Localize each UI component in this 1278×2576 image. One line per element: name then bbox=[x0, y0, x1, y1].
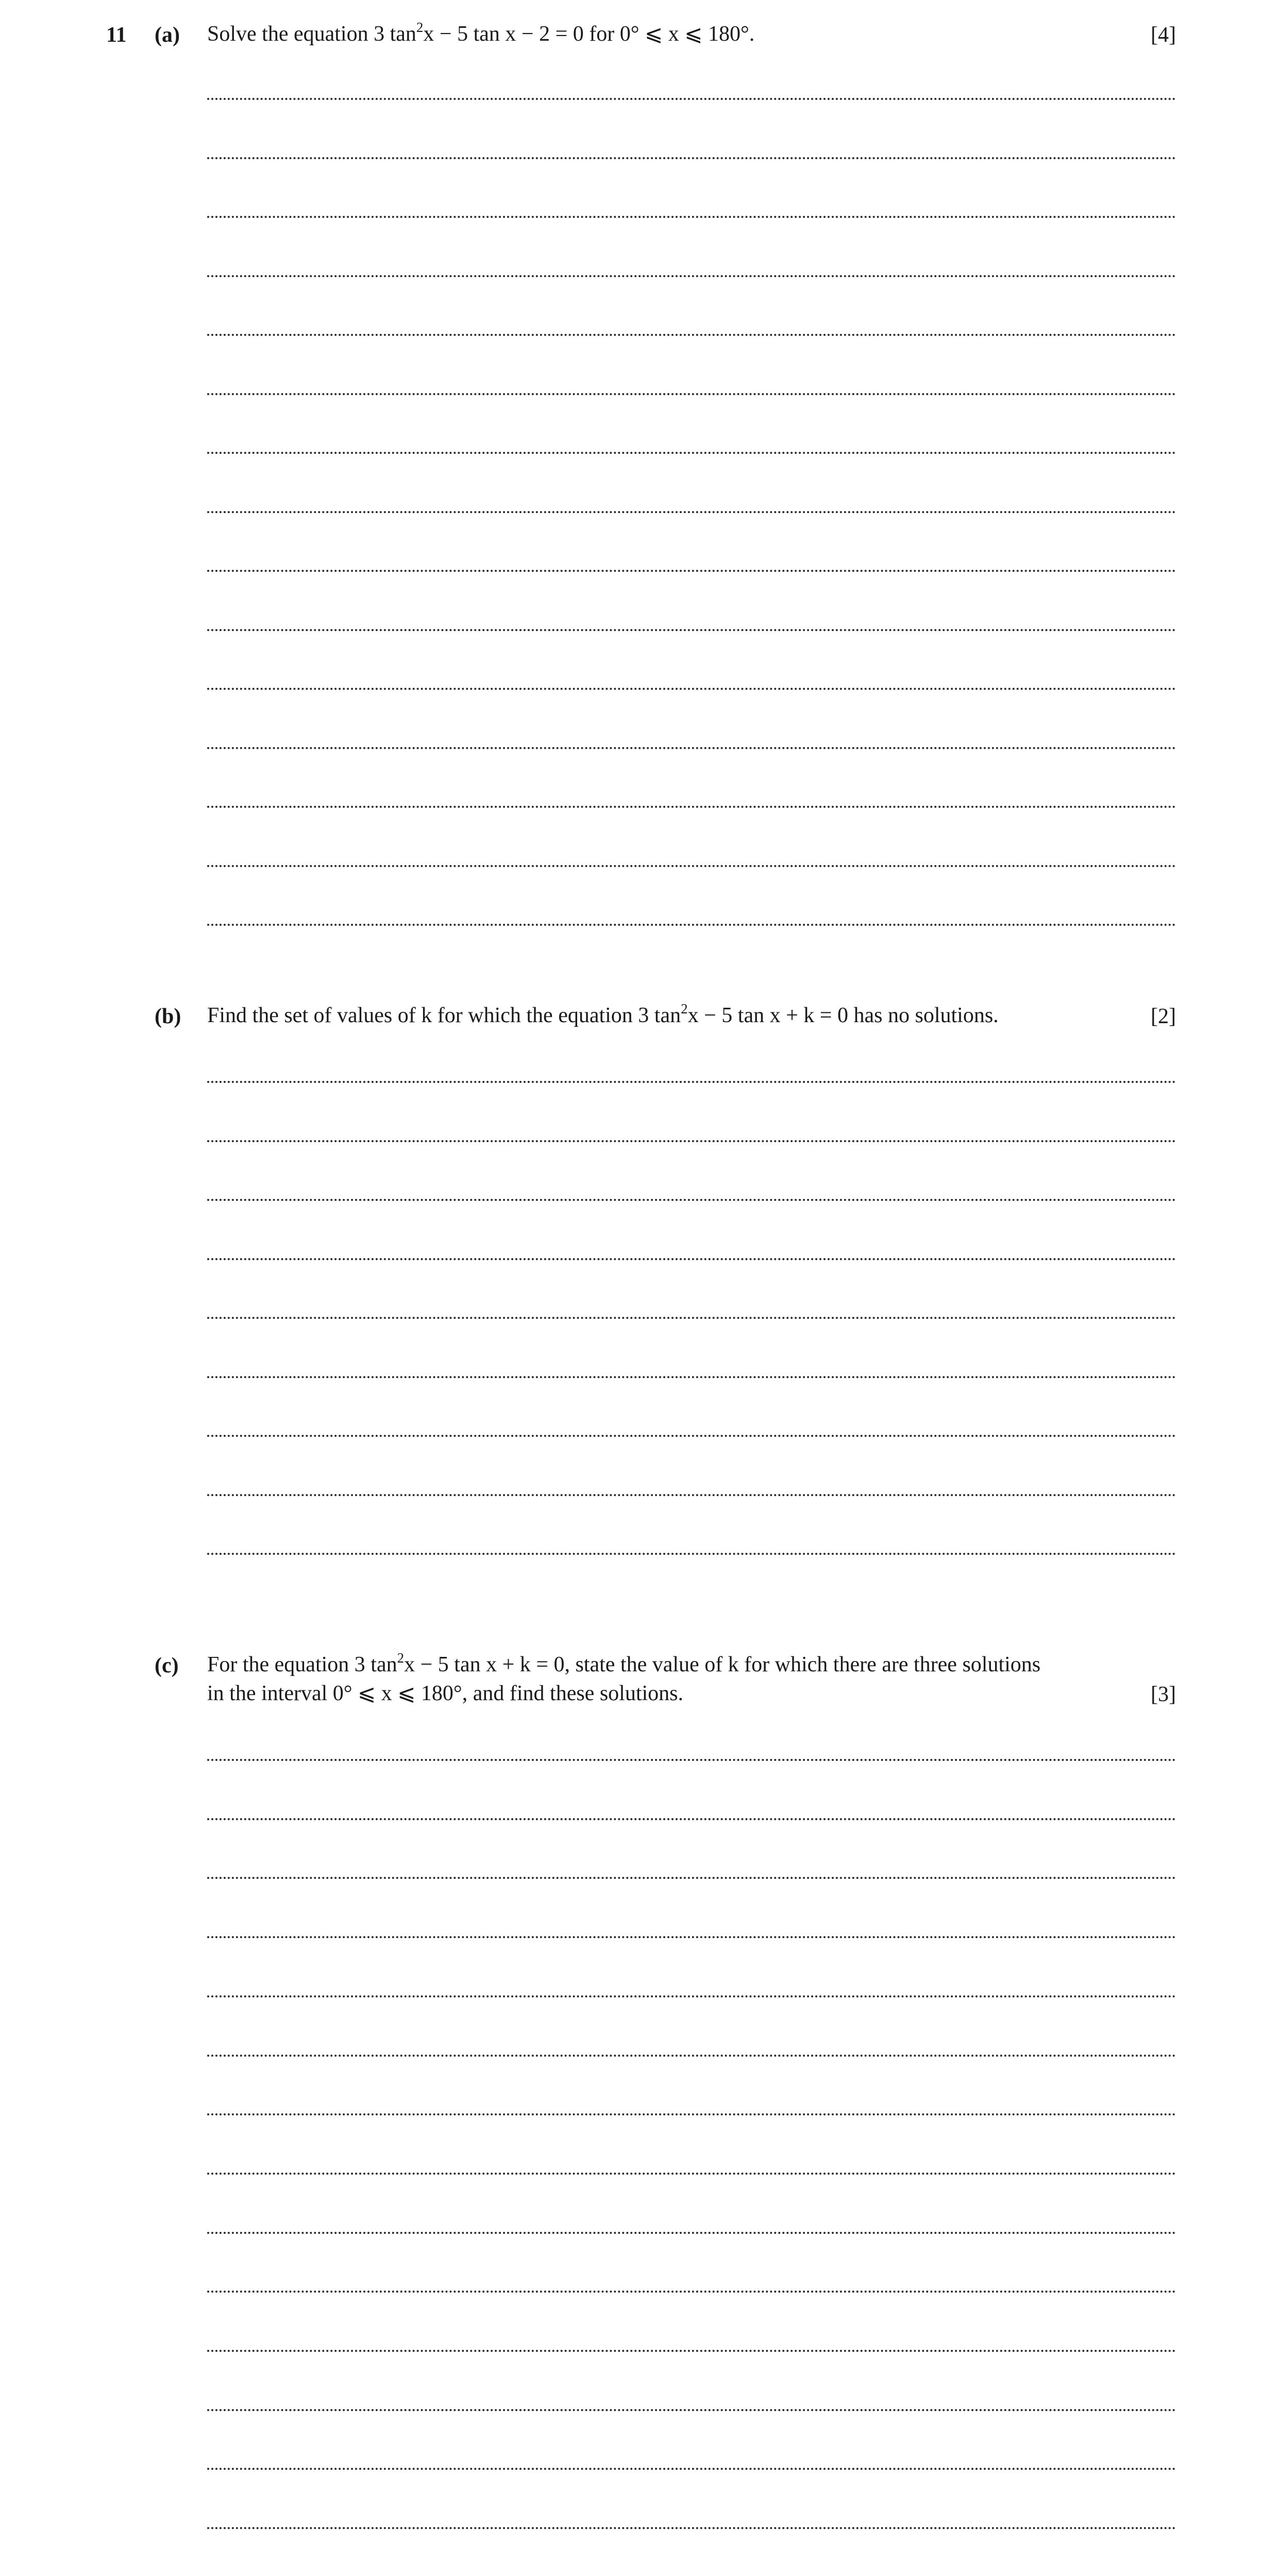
answer-line[interactable] bbox=[207, 2527, 1176, 2529]
answer-line[interactable] bbox=[207, 2291, 1176, 2293]
part-a-question bbox=[207, 20, 1176, 48]
answer-line[interactable] bbox=[207, 1199, 1176, 1201]
part-a-text-before: Solve the equation 3 tan bbox=[207, 22, 416, 46]
answer-line[interactable] bbox=[207, 1258, 1176, 1260]
part-c-question-line-2: in the interval 0° ⩽ x ⩽ 180°, and find these solutions. bbox=[207, 1682, 684, 1705]
answer-line[interactable] bbox=[207, 1759, 1176, 1761]
question-number: 11 bbox=[106, 23, 127, 47]
answer-line[interactable] bbox=[207, 865, 1176, 867]
part-c-label: (c) bbox=[155, 1654, 179, 1677]
answer-line[interactable] bbox=[207, 1553, 1176, 1555]
answer-line[interactable] bbox=[207, 216, 1176, 218]
answer-line[interactable] bbox=[207, 1936, 1176, 1938]
answer-line[interactable] bbox=[207, 570, 1176, 572]
part-a-superscript: 2 bbox=[416, 20, 424, 35]
part-c-question bbox=[207, 1650, 1176, 1679]
part-a-label: (a) bbox=[155, 23, 180, 47]
part-b-text-before: Find the set of values of k for which the equation 3 tan bbox=[207, 1004, 681, 1027]
answer-line[interactable] bbox=[207, 2350, 1176, 2352]
answer-line[interactable] bbox=[207, 2232, 1176, 2234]
answer-line[interactable] bbox=[207, 1995, 1176, 1997]
answer-line[interactable] bbox=[207, 511, 1176, 513]
answer-line[interactable] bbox=[207, 688, 1176, 690]
answer-line[interactable] bbox=[207, 747, 1176, 749]
answer-line[interactable] bbox=[207, 393, 1176, 395]
answer-line[interactable] bbox=[207, 1877, 1176, 1879]
part-c-text-after: x − 5 tan x + k = 0, state the value of k for which there are three solutions bbox=[404, 1653, 1041, 1676]
answer-line[interactable] bbox=[207, 452, 1176, 454]
answer-line[interactable] bbox=[207, 806, 1176, 808]
part-b-text-after: x − 5 tan x + k = 0 has no solutions. bbox=[687, 1004, 999, 1027]
answer-line[interactable] bbox=[207, 2468, 1176, 2470]
answer-line[interactable] bbox=[207, 1376, 1176, 1378]
part-a-text-after: x − 5 tan x − 2 = 0 for 0° ⩽ x ⩽ 180°. bbox=[423, 22, 755, 46]
answer-line[interactable] bbox=[207, 98, 1176, 100]
part-a-marks: [4] bbox=[1151, 23, 1176, 47]
part-c-marks: [3] bbox=[1151, 1683, 1176, 1706]
answer-line[interactable] bbox=[207, 1435, 1176, 1437]
answer-line[interactable] bbox=[207, 275, 1176, 277]
part-b-marks: [2] bbox=[1151, 1005, 1176, 1028]
part-b-label: (b) bbox=[155, 1005, 181, 1028]
answer-line[interactable] bbox=[207, 1081, 1176, 1083]
answer-line[interactable] bbox=[207, 1140, 1176, 1142]
answer-line[interactable] bbox=[207, 2113, 1176, 2115]
part-b-superscript: 2 bbox=[681, 1001, 688, 1016]
part-c-text-before: For the equation 3 tan bbox=[207, 1653, 397, 1676]
answer-line[interactable] bbox=[207, 2173, 1176, 2175]
answer-line[interactable] bbox=[207, 2055, 1176, 2057]
answer-line[interactable] bbox=[207, 1317, 1176, 1319]
answer-line[interactable] bbox=[207, 157, 1176, 159]
answer-line[interactable] bbox=[207, 629, 1176, 631]
answer-line[interactable] bbox=[207, 2409, 1176, 2411]
answer-line[interactable] bbox=[207, 334, 1176, 336]
answer-line[interactable] bbox=[207, 1494, 1176, 1496]
part-c-superscript: 2 bbox=[397, 1650, 405, 1666]
answer-line[interactable] bbox=[207, 1818, 1176, 1820]
part-b-question bbox=[207, 1001, 1176, 1030]
answer-line[interactable] bbox=[207, 924, 1176, 926]
